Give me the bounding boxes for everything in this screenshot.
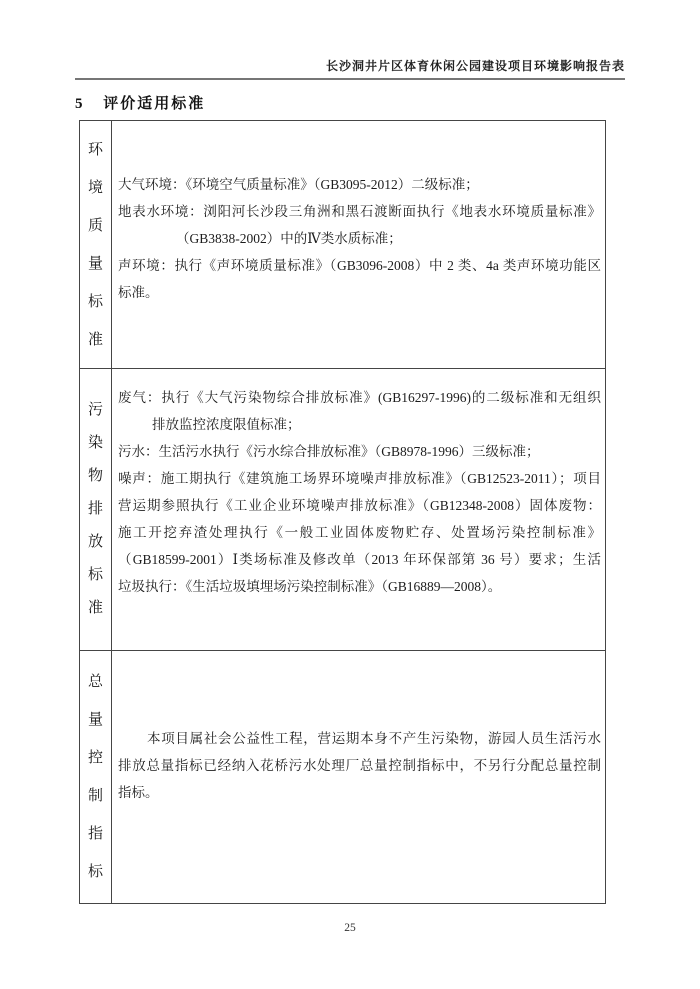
row-content [112,369,605,650]
text-line: 地表水环境：浏阳河长沙段三角洲和黑石渡断面执行《地表水环境质量标准》 [118,204,601,219]
standards-table [79,120,606,904]
text-line: （GB3838-2002）中的Ⅳ类水质标准； [176,231,402,246]
row-label: 总量控制指标 [87,674,103,880]
table-row-pollutant-discharge-standards [80,369,605,651]
page-number: 25 [344,922,356,934]
text-line: 声环境：执行《声环境质量标准》（GB3096-2008）中 2 类、4a 类声环境功能区 [118,258,601,273]
section-number: 5 [75,96,83,112]
text-line: 排放监控浓度限值标准； [152,417,301,432]
section-title-text: 评价适用标准 [103,96,206,112]
row-label-cell [80,121,112,368]
row-content [112,651,605,903]
text-line: 污水：生活污水执行《污水综合排放标准》（GB8978-1996）三级标准； [118,444,540,459]
text-line: 营运期参照执行《工业企业环境噪声排放标准》（GB12348-2008）固体废物： [118,498,601,513]
text-line: 大气环境：《环境空气质量标准》（GB3095-2012）二级标准； [118,177,479,192]
row-label-cell [80,369,112,650]
section-title [75,92,205,113]
table-row-total-amount-control-index [80,651,605,903]
text-line: 标准。 [118,285,159,300]
document-title: 长沙洞井片区体育休闲公园建设项目环境影响报告表 [325,59,625,73]
row-content [112,121,605,368]
text-line: 废气：执行《大气污染物综合排放标准》(GB16297-1996)的二级标准和无组织 [118,390,601,405]
running-header [75,57,625,80]
row-label-cell [80,651,112,903]
text-line: 施工开挖弃渣处理执行《一般工业固体废物贮存、处置场污染控制标准》 [118,525,601,540]
row-label: 污染物排放标准 [87,402,103,616]
text-line: （GB18599-2001）Ⅰ类场标准及修改单（2013 年环保部第 36 号）要求；生活 [118,552,601,567]
text-line: 垃圾执行：《生活垃圾填埋场污染控制标准》（GB16889—2008）。 [118,579,502,594]
text-line: 指标。 [118,785,159,800]
text-line: 噪声：施工期执行《建筑施工场界环境噪声排放标准》（GB12523-2011）；项目 [118,471,601,486]
text-line: 排放总量指标已经纳入花桥污水处理厂总量控制指标中，不另行分配总量控制 [118,758,601,773]
text-line: 本项目属社会公益性工程，营运期本身不产生污染物，游园人员生活污水 [147,731,601,746]
row-label: 环境质量标准 [87,141,103,348]
table-row-environmental-quality-standards [80,121,605,369]
